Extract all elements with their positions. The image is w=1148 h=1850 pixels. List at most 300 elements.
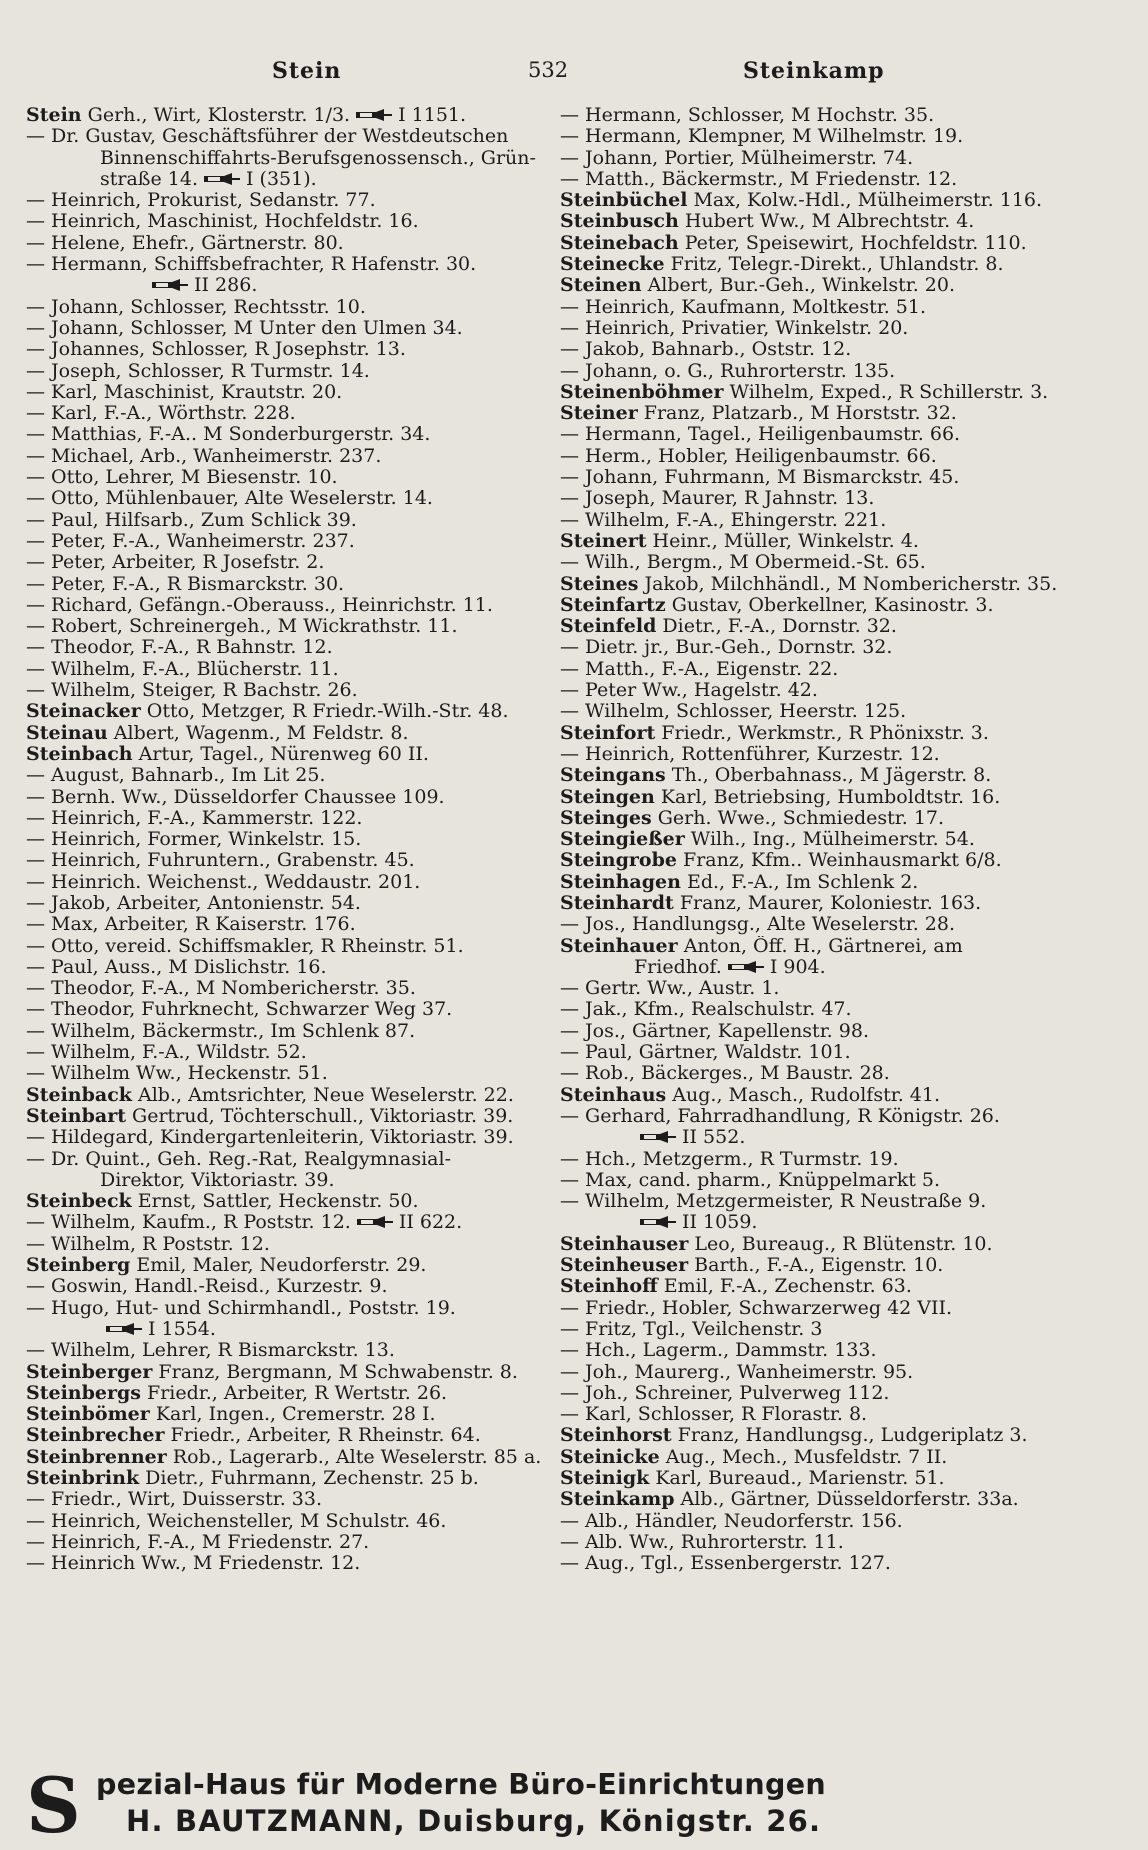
entry-text: — Jakob, Bahnarb., Oststr. 12.	[560, 339, 852, 361]
directory-subentry	[26, 893, 556, 914]
ad-initial: S	[26, 1761, 81, 1850]
entry-details: Heinr., Müller, Winkelstr. 4.	[646, 530, 919, 552]
directory-entry	[560, 531, 1088, 552]
directory-subentry	[26, 510, 556, 531]
entry-continuation	[26, 1170, 556, 1191]
entry-surname: Steinbrecher	[26, 1425, 165, 1447]
directory-subentry	[560, 1106, 1088, 1127]
directory-subentry	[26, 211, 556, 232]
entry-text: — Max, cand. pharm., Knüppelmarkt 5.	[560, 1169, 941, 1191]
entry-surname: Steingrobe	[560, 850, 677, 872]
entry-text: — Johann, Schlosser, M Unter den Ulmen 34.	[26, 317, 463, 339]
entry-text: — Richard, Gefängn.-Oberauss., Heinrichstr. 11.	[26, 594, 493, 616]
phone-hand-icon	[354, 107, 394, 123]
entry-surname: Steinhardt	[560, 892, 674, 914]
entry-text: — Jak., Kfm., Realschulstr. 47.	[560, 999, 852, 1021]
entry-continuation	[26, 1319, 556, 1340]
directory-subentry	[560, 1404, 1088, 1425]
entry-text: — Paul, Auss., M Dislichstr. 16.	[26, 956, 327, 978]
entry-text: — Friedr., Wirt, Duisserstr. 33.	[26, 1489, 323, 1511]
entry-details: Barth., F.-A., Eigenstr. 10.	[688, 1255, 944, 1277]
ad-line-2: H. BAUTZMANN, Duisburg, Königstr. 26.	[126, 1804, 822, 1838]
entry-text: — Jakob, Arbeiter, Antonienstr. 54.	[26, 892, 361, 914]
entry-details: Artur, Tagel., Nürenweg 60 II.	[132, 743, 429, 765]
entry-details: Fritz, Telegr.-Direkt., Uhlandstr. 8.	[664, 254, 1004, 276]
entry-text: — Alb. Ww., Ruhrorterstr. 11.	[560, 1531, 844, 1553]
entry-details: Friedr., Arbeiter, R Wertstr. 26.	[140, 1382, 448, 1404]
entry-text: — Heinrich, Maschinist, Hochfeldstr. 16.	[26, 211, 419, 233]
entry-surname: Steinbusch	[560, 211, 679, 233]
directory-subentry	[560, 978, 1088, 999]
entry-text: — Theodor, F.-A., M Nombericherstr. 35.	[26, 978, 416, 1000]
phone-hand-icon	[150, 277, 190, 293]
directory-subentry	[560, 1511, 1088, 1532]
header-right-title: Steinkamp	[743, 58, 885, 84]
directory-subentry	[26, 1489, 556, 1510]
entry-text: — Fritz, Tgl., Veilchenstr. 3	[560, 1318, 823, 1340]
entry-text: — Wilhelm, Kaufm., R Poststr. 12.	[26, 1212, 351, 1234]
entry-details: Wilhelm, Exped., R Schillerstr. 3.	[723, 381, 1049, 403]
directory-entry	[560, 872, 1088, 893]
directory-entry	[560, 1468, 1088, 1489]
entry-details: Gerh., Wirt, Klosterstr. 1/3.	[81, 105, 351, 126]
directory-subentry	[26, 1511, 556, 1532]
directory-subentry	[26, 595, 556, 616]
entry-details: Th., Oberbahnass., M Jägerstr. 8.	[665, 765, 992, 787]
page-number: 532	[528, 58, 569, 82]
directory-subentry	[560, 637, 1088, 658]
directory-entry	[560, 1085, 1088, 1106]
phone-number: II 622.	[398, 1212, 463, 1234]
directory-subentry	[26, 765, 556, 786]
entry-text: — Johann, o. G., Ruhrorterstr. 135.	[560, 360, 896, 382]
entry-text: — Dietr. jr., Bur.-Geh., Dornstr. 32.	[560, 637, 893, 659]
advertisement-banner	[26, 1761, 1126, 1850]
directory-entry	[26, 723, 556, 744]
entry-text: Direktor, Viktoriastr. 39.	[100, 1169, 335, 1191]
entry-surname: Steinbach	[26, 743, 133, 765]
directory-subentry	[26, 936, 556, 957]
directory-subentry	[560, 1021, 1088, 1042]
phone-number: I (351).	[246, 168, 317, 190]
entry-text: — Wilhelm, Steiger, R Bachstr. 26.	[26, 680, 358, 702]
directory-subentry	[560, 701, 1088, 722]
directory-subentry	[26, 1042, 556, 1063]
entry-details: Friedr., Werkmstr., R Phönixstr. 3.	[655, 722, 989, 744]
entry-surname: Steinbüchel	[560, 190, 688, 212]
directory-subentry	[26, 446, 556, 467]
directory-subentry	[26, 829, 556, 850]
directory-entry	[560, 787, 1088, 808]
entry-text: — August, Bahnarb., Im Lit 25.	[26, 765, 326, 787]
entry-continuation	[560, 957, 1088, 978]
entry-surname: Steinbeck	[26, 1191, 132, 1213]
entry-surname: Steinges	[560, 807, 652, 829]
entry-details: Karl, Ingen., Cremerstr. 28 I.	[149, 1404, 436, 1426]
entry-details: Otto, Metzger, R Friedr.-Wilh.-Str. 48.	[140, 701, 509, 723]
entry-text: — Wilhelm, Lehrer, R Bismarckstr. 13.	[26, 1340, 395, 1362]
phone-number: II 552.	[682, 1127, 746, 1149]
entry-text: — Peter, F.-A., R Bismarckstr. 30.	[26, 573, 345, 595]
directory-entry	[26, 1362, 556, 1383]
entry-details: Karl, Bureaud., Marienstr. 51.	[649, 1468, 945, 1489]
phone-number: II 286.	[194, 275, 258, 297]
entry-surname: Steinhoff	[560, 1276, 658, 1298]
directory-subentry	[26, 531, 556, 552]
directory-subentry	[560, 361, 1088, 382]
directory-entry	[26, 1106, 556, 1127]
entry-text: — Johann, Portier, Mülheimerstr. 74.	[560, 147, 914, 169]
entry-text: — Wilhelm Ww., Heckenstr. 51.	[26, 1063, 328, 1085]
directory-subentry	[560, 1319, 1088, 1340]
entry-surname: Steingen	[560, 786, 655, 808]
entry-text: — Matth., Bäckermstr., M Friedenstr. 12.	[560, 168, 958, 190]
entry-text: — Hermann, Klempner, M Wilhelmstr. 19.	[560, 126, 964, 148]
directory-entry	[560, 829, 1088, 850]
entry-details: Jakob, Milchhändl., M Nombericherstr. 35.	[638, 573, 1058, 595]
entry-text: — Heinrich, Privatier, Winkelstr. 20.	[560, 317, 909, 339]
entry-text: — Paul, Gärtner, Waldstr. 101.	[560, 1042, 851, 1064]
entry-surname: Steinberg	[26, 1255, 131, 1277]
entry-surname: Steingans	[560, 765, 666, 787]
entry-text: — Hermann, Tagel., Heiligenbaumstr. 66.	[560, 424, 961, 446]
entry-details: Franz, Kfm.. Weinhausmarkt 6/8.	[676, 850, 1002, 872]
directory-subentry	[560, 1063, 1088, 1084]
directory-subentry	[560, 339, 1088, 360]
directory-subentry	[26, 126, 556, 147]
entry-text: — Joseph, Schlosser, R Turmstr. 14.	[26, 360, 370, 382]
entry-surname: Steinfeld	[560, 616, 657, 638]
entry-details: Alb., Amtsrichter, Neue Weselerstr. 22.	[131, 1084, 514, 1106]
entry-continuation	[26, 169, 556, 190]
entry-text: — Otto, Mühlenbauer, Alte Weselerstr. 14.	[26, 488, 433, 510]
entry-text: — Heinrich, Rottenführer, Kurzestr. 12.	[560, 743, 940, 765]
entry-details: Gertrud, Töchterschull., Viktoriastr. 39.	[126, 1105, 514, 1127]
directory-entry	[560, 382, 1088, 403]
directory-subentry	[26, 233, 556, 254]
entry-surname: Steiner	[560, 403, 638, 425]
directory-subentry	[26, 787, 556, 808]
entry-surname: Steinenböhmer	[560, 381, 724, 403]
entry-text: — Wilhelm, Metzgermeister, R Neustraße 9.	[560, 1191, 987, 1213]
directory-subentry	[26, 1063, 556, 1084]
directory-entry	[560, 765, 1088, 786]
entry-details: Emil, Maler, Neudorferstr. 29.	[130, 1255, 427, 1277]
directory-entry	[26, 1383, 556, 1404]
directory-subentry	[560, 1383, 1088, 1404]
left-column	[26, 105, 556, 1574]
entry-text: — Robert, Schreinergeh., M Wickrathstr. 11.	[26, 616, 458, 638]
entry-text: straße 14.	[100, 168, 198, 190]
entry-text: — Aug., Tgl., Essenbergerstr. 127.	[560, 1553, 891, 1575]
entry-details: Franz, Bergmann, M Schwabenstr. 8.	[152, 1361, 518, 1383]
directory-subentry	[26, 382, 556, 403]
directory-subentry	[26, 424, 556, 445]
entry-details: Leo, Bureaug., R Blütenstr. 10.	[688, 1233, 993, 1255]
entry-text: — Johann, Fuhrmann, M Bismarckstr. 45.	[560, 467, 960, 489]
directory-entry	[560, 808, 1088, 829]
directory-entry	[26, 1191, 556, 1212]
entry-text: — Dr. Gustav, Geschäftsführer der Westdeutschen	[26, 126, 509, 148]
directory-subentry	[26, 957, 556, 978]
entry-text: — Bernh. Ww., Düsseldorfer Chaussee 109.	[26, 786, 445, 808]
entry-text: — Johannes, Schlosser, R Josephstr. 13.	[26, 339, 406, 361]
directory-subentry	[560, 1042, 1088, 1063]
header-left-title: Stein	[272, 58, 342, 84]
phone-hand-icon	[726, 959, 766, 975]
directory-entry	[26, 1085, 556, 1106]
entry-continuation	[560, 1127, 1088, 1148]
entry-text: — Alb., Händler, Neudorferstr. 156.	[560, 1510, 903, 1532]
entry-details: Franz, Maurer, Koloniestr. 163.	[673, 892, 982, 914]
entry-details: Franz, Platzarb., M Horststr. 32.	[637, 403, 957, 425]
entry-text: Binnenschiffahrts-Berufsgenossensch., Grün-	[100, 147, 536, 169]
directory-entry	[26, 1425, 556, 1446]
directory-subentry	[26, 339, 556, 360]
entry-details: Karl, Betriebsing, Humboldtstr. 16.	[654, 786, 1001, 808]
directory-subentry	[26, 1234, 556, 1255]
entry-details: Max, Kolw.-Hdl., Mülheimerstr. 116.	[687, 190, 1043, 212]
directory-subentry	[26, 914, 556, 935]
entry-details: Friedr., Arbeiter, R Rheinstr. 64.	[164, 1425, 481, 1447]
entry-text: — Hch., Metzgerm., R Turmstr. 19.	[560, 1148, 899, 1170]
phone-number: I 904.	[769, 956, 826, 978]
entry-text: — Max, Arbeiter, R Kaiserstr. 176.	[26, 914, 356, 936]
entry-text: — Joseph, Maurer, R Jahnstr. 13.	[560, 488, 875, 510]
phone-hand-icon	[355, 1214, 395, 1230]
entry-text: — Friedr., Hobler, Schwarzerweg 42 VII.	[560, 1297, 953, 1319]
entry-text: — Heinrich, Weichensteller, M Schulstr. 46.	[26, 1510, 447, 1532]
directory-subentry	[26, 680, 556, 701]
entry-surname: Steinigk	[560, 1468, 650, 1489]
directory-entry	[26, 1447, 556, 1468]
directory-subentry	[26, 872, 556, 893]
entry-text: — Hugo, Hut- und Schirmhandl., Poststr. 19.	[26, 1297, 456, 1319]
entry-text: — Michael, Arb., Wanheimerstr. 237.	[26, 445, 382, 467]
entry-text: — Theodor, F.-A., R Bahnstr. 12.	[26, 637, 333, 659]
entry-text: — Heinrich, F.-A., M Friedenstr. 27.	[26, 1531, 370, 1553]
entry-text: — Rob., Bäckerges., M Baustr. 28.	[560, 1063, 890, 1085]
directory-entry	[560, 1425, 1088, 1446]
entry-text: — Wilhelm, Schlosser, Heerstr. 125.	[560, 701, 907, 723]
entry-details: Dietr., F.-A., Dornstr. 32.	[656, 616, 897, 638]
entry-details: Ernst, Sattler, Heckenstr. 50.	[131, 1191, 419, 1213]
directory-subentry	[560, 1191, 1088, 1212]
page-header	[0, 58, 1148, 88]
entry-details: Albert, Wagenm., M Feldstr. 8.	[107, 722, 409, 744]
entry-details: Aug., Mech., Musfeldstr. 7 II.	[659, 1446, 948, 1468]
entry-surname: Steinbrink	[26, 1468, 140, 1489]
directory-entry	[560, 723, 1088, 744]
directory-subentry	[560, 126, 1088, 147]
entry-surname: Steinau	[26, 722, 108, 744]
entry-text: — Hermann, Schlosser, M Hochstr. 35.	[560, 105, 935, 126]
entry-text: — Wilhelm, F.-A., Wildstr. 52.	[26, 1042, 307, 1064]
phone-number: II 1059.	[682, 1212, 758, 1234]
entry-details: Alb., Gärtner, Düsseldorferstr. 33a.	[674, 1489, 1019, 1511]
entry-text: — Wilhelm, R Poststr. 12.	[26, 1233, 270, 1255]
entry-surname: Steinhagen	[560, 871, 681, 893]
entry-continuation	[560, 1212, 1088, 1233]
directory-entry	[560, 1447, 1088, 1468]
entry-details: Ed., F.-A., Im Schlenk 2.	[680, 871, 919, 893]
directory-subentry	[560, 680, 1088, 701]
directory-subentry	[26, 616, 556, 637]
entry-surname: Steinbömer	[26, 1404, 150, 1426]
directory-entry	[560, 574, 1088, 595]
directory-subentry	[560, 424, 1088, 445]
entry-details: Peter, Speisewirt, Hochfeldstr. 110.	[678, 232, 1027, 254]
entry-text: — Otto, vereid. Schiffsmakler, R Rheinstr. 51.	[26, 935, 464, 957]
entry-details: Emil, F.-A., Zechenstr. 63.	[657, 1276, 912, 1298]
directory-subentry	[26, 1532, 556, 1553]
entry-text: — Jos., Gärtner, Kapellenstr. 98.	[560, 1020, 869, 1042]
directory-subentry	[26, 488, 556, 509]
entry-surname: Steinbart	[26, 1105, 127, 1127]
directory-entry	[560, 211, 1088, 232]
entry-details: Wilh., Ing., Mülheimerstr. 54.	[684, 829, 975, 851]
directory-subentry	[560, 297, 1088, 318]
directory-subentry	[26, 467, 556, 488]
entry-text: — Dr. Quint., Geh. Reg.-Rat, Realgymnasial-	[26, 1148, 452, 1170]
directory-subentry	[560, 1149, 1088, 1170]
directory-subentry	[560, 169, 1088, 190]
directory-subentry	[26, 850, 556, 871]
entry-details: Rob., Lagerarb., Alte Weselerstr. 85 a.	[166, 1446, 542, 1468]
entry-text: — Wilh., Bergm., M Obermeid.-St. 65.	[560, 552, 926, 574]
directory-subentry	[560, 1532, 1088, 1553]
directory-subentry	[560, 148, 1088, 169]
directory-subentry	[26, 1212, 556, 1233]
entry-details: Franz, Handlungsg., Ludgeriplatz 3.	[671, 1425, 1028, 1447]
entry-text: — Hch., Lagerm., Dammstr. 133.	[560, 1340, 877, 1362]
directory-subentry	[26, 254, 556, 275]
entry-text: — Johann, Schlosser, Rechtsstr. 10.	[26, 296, 366, 318]
entry-text: — Peter, Arbeiter, R Josefstr. 2.	[26, 552, 325, 574]
directory-entry	[560, 275, 1088, 296]
directory-entry	[560, 1255, 1088, 1276]
directory-subentry	[26, 318, 556, 339]
directory-subentry	[26, 1298, 556, 1319]
entry-text: — Wilhelm, F.-A., Ehingerstr. 221.	[560, 509, 887, 531]
directory-subentry	[560, 318, 1088, 339]
directory-subentry	[26, 297, 556, 318]
directory-subentry	[560, 1362, 1088, 1383]
entry-surname: Stein	[26, 105, 82, 126]
directory-subentry	[560, 744, 1088, 765]
entry-text: Friedhof.	[634, 956, 722, 978]
entry-text: — Joh., Maurerg., Wanheimerstr. 95.	[560, 1361, 914, 1383]
directory-entry	[26, 1468, 556, 1489]
entry-surname: Steinebach	[560, 232, 679, 254]
entry-surname: Steinhauer	[560, 935, 678, 957]
directory-subentry	[26, 1021, 556, 1042]
entry-surname: Steinhaus	[560, 1084, 667, 1106]
directory-subentry	[26, 574, 556, 595]
directory-subentry	[560, 1340, 1088, 1361]
directory-subentry	[26, 1276, 556, 1297]
entry-text: — Gerhard, Fahrradhandlung, R Königstr. 26.	[560, 1105, 1000, 1127]
entry-surname: Steines	[560, 573, 639, 595]
entry-surname: Steinacker	[26, 701, 141, 723]
entry-details: Gerh. Wwe., Schmiedestr. 17.	[651, 807, 945, 829]
directory-entry	[560, 616, 1088, 637]
entry-surname: Steinkamp	[560, 1489, 675, 1511]
entry-details: Anton, Öff. H., Gärtnerei, am	[677, 935, 963, 957]
entry-text: — Heinrich, Fuhruntern., Grabenstr. 45.	[26, 850, 415, 872]
directory-entry	[560, 850, 1088, 871]
phone-hand-icon	[202, 171, 242, 187]
directory-entry	[560, 233, 1088, 254]
entry-text: — Otto, Lehrer, M Biesenstr. 10.	[26, 467, 338, 489]
directory-entry	[560, 254, 1088, 275]
entry-text: — Matthias, F.-A.. M Sonderburgerstr. 34.	[26, 424, 431, 446]
directory-subentry	[26, 978, 556, 999]
entry-text: — Karl, F.-A., Wörthstr. 228.	[26, 403, 296, 425]
directory-subentry	[560, 446, 1088, 467]
entry-text: — Matth., F.-A., Eigenstr. 22.	[560, 658, 839, 680]
entry-text: — Goswin, Handl.-Reisd., Kurzestr. 9.	[26, 1276, 388, 1298]
entry-surname: Steinheuser	[560, 1255, 689, 1277]
directory-entry	[26, 701, 556, 722]
phone-hand-icon	[104, 1321, 144, 1337]
directory-subentry	[26, 552, 556, 573]
entry-text: — Karl, Maschinist, Krautstr. 20.	[26, 381, 343, 403]
phone-number: I 1151.	[398, 105, 467, 126]
entry-surname: Steinert	[560, 530, 647, 552]
entry-text: — Paul, Hilfsarb., Zum Schlick 39.	[26, 509, 357, 531]
directory-subentry	[560, 488, 1088, 509]
entry-text: — Karl, Schlosser, R Florastr. 8.	[560, 1404, 868, 1426]
directory-subentry	[26, 659, 556, 680]
entry-surname: Steinecke	[560, 254, 665, 276]
entry-surname: Steinhorst	[560, 1425, 672, 1447]
entry-text: — Heinrich. Weichenst., Weddaustr. 201.	[26, 871, 421, 893]
directory-subentry	[560, 1298, 1088, 1319]
directory-subentry	[560, 914, 1088, 935]
directory-entry	[560, 936, 1088, 957]
entry-text: — Peter, F.-A., Wanheimerstr. 237.	[26, 530, 355, 552]
entry-text: — Jos., Handlungsg., Alte Weselerstr. 28.	[560, 914, 956, 936]
phone-hand-icon	[638, 1214, 678, 1230]
directory-subentry	[560, 552, 1088, 573]
directory-entry	[560, 1276, 1088, 1297]
entry-text: — Heinrich, F.-A., Kammerstr. 122.	[26, 807, 363, 829]
entry-text: — Heinrich, Former, Winkelstr. 15.	[26, 829, 362, 851]
phone-hand-icon	[638, 1129, 678, 1145]
entry-surname: Steinfort	[560, 722, 656, 744]
entry-surname: Steinberger	[26, 1361, 153, 1383]
directory-entry	[26, 1404, 556, 1425]
entry-text: — Herm., Hobler, Heiligenbaumstr. 66.	[560, 445, 937, 467]
entry-surname: Steinhauser	[560, 1233, 689, 1255]
directory-subentry	[26, 1553, 556, 1574]
phone-number: I 1554.	[148, 1318, 216, 1340]
directory-subentry	[560, 510, 1088, 531]
directory-entry	[560, 893, 1088, 914]
entry-surname: Steingießer	[560, 829, 685, 851]
entry-details: Albert, Bur.-Geh., Winkelstr. 20.	[641, 275, 956, 297]
entry-text: — Wilhelm, Bäckermstr., Im Schlenk 87.	[26, 1020, 416, 1042]
directory-subentry	[26, 190, 556, 211]
entry-text: — Wilhelm, F.-A., Blücherstr. 11.	[26, 658, 339, 680]
directory-subentry	[26, 637, 556, 658]
entry-text: — Heinrich Ww., M Friedenstr. 12.	[26, 1553, 361, 1575]
directory-entry	[560, 190, 1088, 211]
entry-continuation	[26, 275, 556, 296]
directory-entry	[560, 1234, 1088, 1255]
directory-subentry	[26, 1340, 556, 1361]
